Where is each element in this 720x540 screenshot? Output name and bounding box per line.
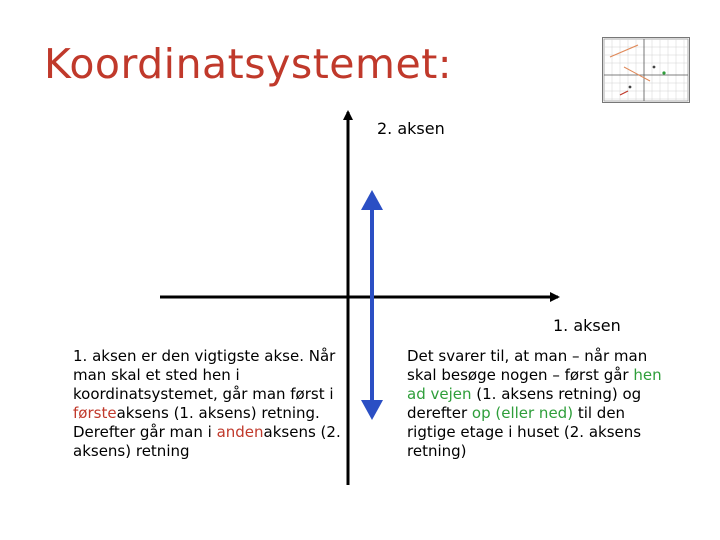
right-text-2: (1. aksens retning) og derefter [407, 385, 642, 422]
right-highlight-op: op (eller ned) [471, 404, 574, 422]
page-title: Koordinatsystemet: [44, 40, 453, 88]
left-text-1: 1. aksen er den vigtigste akse. Når man skal et sted hen i koordinatsystemet, går man først i [73, 347, 336, 403]
left-paragraph [73, 347, 348, 461]
right-paragraph [407, 347, 667, 461]
left-text-3: aksens (2. aksens) retning [73, 423, 341, 460]
right-text-3: til den rigtige etage i huset (2. aksens retning) [407, 404, 642, 460]
right-text-1: Det svarer til, at man – når man skal besøge nogen – først går [407, 347, 648, 384]
coordinate-grid-thumbnail [602, 37, 690, 103]
double-arrow [361, 190, 383, 420]
y-axis-label: 2. aksen [377, 119, 445, 138]
left-highlight-anden: anden [216, 423, 264, 441]
left-text-2: aksens (1. aksens) retning. Derefter går man i [73, 404, 320, 441]
left-highlight-foerste: første [73, 404, 117, 422]
right-highlight-vejen: hen ad vejen [407, 366, 662, 403]
x-axis-label: 1. aksen [553, 316, 621, 335]
